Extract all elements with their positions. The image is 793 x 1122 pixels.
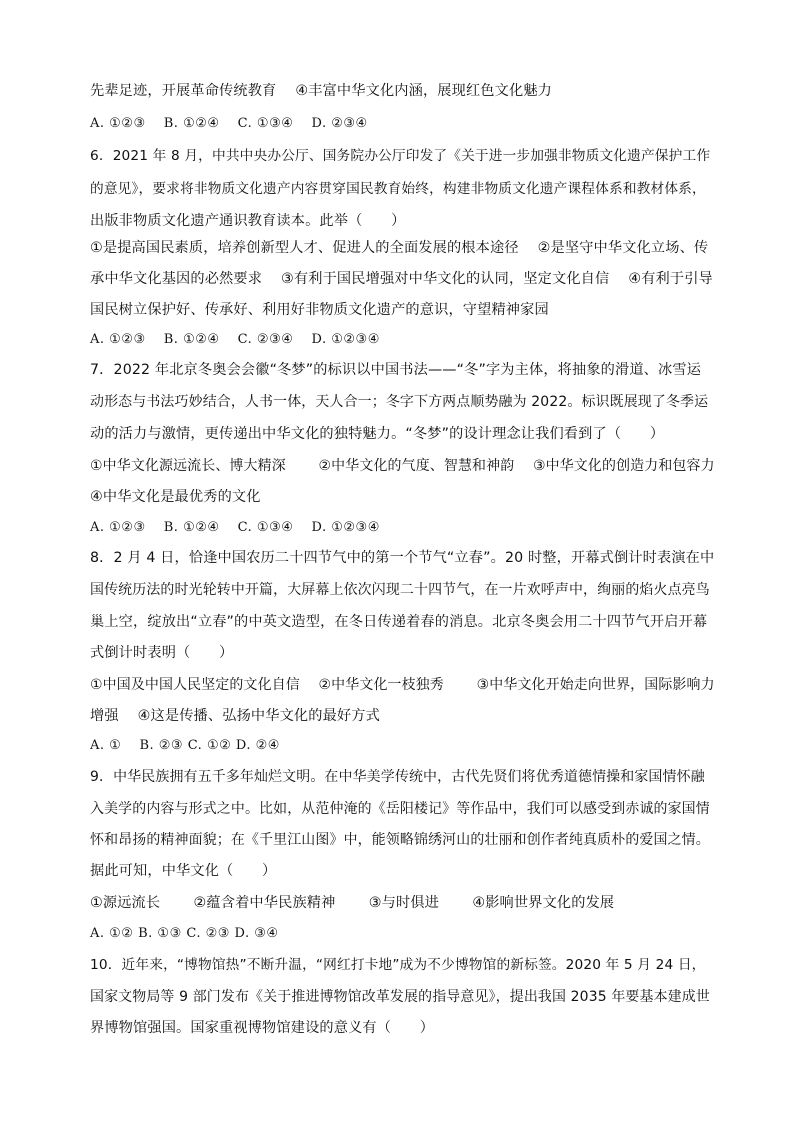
answer-options: A. ①② B. ①③ C. ②③ D. ③④ [90,926,279,941]
text-line: ①中国及中国人民坚定的文化自信 ②中华文化一枝独秀 ③中华文化开始走向世界，国际影响力 [90,677,715,693]
text-line: 增强 ④这是传播、弘扬中华文化的最好方式 [90,708,380,724]
question-6-text: 6．2021 年 8 月，中共中央办公厅、国务院办公厅印发了《关于进一步加强非物质文化遗产保护工作 [90,148,711,164]
text-line: 国传统历法的时光轮转中开篇，大屏幕上依次闪现二十四节气，在一片欢呼声中，绚丽的焰火点亮鸟 [90,582,710,598]
text-line: 界博物馆强国。国家重视博物馆建设的意义有（ ） [90,1020,435,1036]
text-line: 据此可知，中华文化（ ） [90,863,277,879]
text-line: 出版非物质文化遗产通识教育读本。此举（ ） [90,213,406,229]
text-line: 怀和昂扬的精神面貌；在《千里江山图》中，能领略锦绣河山的壮丽和创作者纯真质朴的爱国之情。 [90,832,710,848]
question-8-text: 8．2 月 4 日，恰逢中国农历二十四节气中的第一个节气“立春”。20 时整，开幕式倒计时表演在中 [90,550,715,566]
answer-options: A. ①②③ B. ①②④ C. ①③④ D. ②③④ [90,116,368,131]
text-line: 国民树立保护好、传承好、利用好非物质文化遗产的意识，守望精神家园 [90,302,549,318]
answer-options: A. ①②③ B. ①②④ C. ②③④ D. ①②③④ [90,332,380,347]
question-9-text: 9．中华民族拥有五千多年灿烂文明。在中华美学传统中，古代先贤们将优秀道德情操和家国情怀融 [90,769,705,785]
text-line: ①中华文化源远流长、博大精深 ②中华文化的气度、智慧和神韵 ③中华文化的创造力和包容力 [90,458,715,474]
text-line: 动形态与书法巧妙结合，人书一体，天人合一；冬字下方两点顺势融为 2022。标识既展现了冬季运 [90,394,709,410]
text-line: ①是提高国民素质，培养创新型人才、促进人的全面发展的根本途径 ②是坚守中华文化立场、传 [90,240,709,256]
text-line: 先辈足迹，开展革命传统教育 ④丰富中华文化内涵，展现红色文化魅力 [90,83,552,99]
text-line: 承中华文化基因的必然要求 ③有利于国民增强对中华文化的认同，坚定文化自信 ④有利于引导 [90,271,713,287]
text-line: 的意见》，要求将非物质文化遗产内容贯穿国民教育始终，构建非物质文化遗产课程体系和教材体系， [90,181,706,197]
text-line: 动的活力与激情，更传递出中华文化的独特魅力。“冬梦”的设计理念让我们看到了（ ） [90,426,665,442]
question-10-text: 10．近年来，“博物馆热”不断升温，“网红打卡地”成为不少博物馆的新标签。2020 年 5 月 24 日， [90,957,706,973]
answer-options: A. ① B. ②③ C. ①② D. ②④ [90,738,280,753]
text-line: ④中华文化是最优秀的文化 [90,489,261,505]
text-line: 入美学的内容与形式之中。比如，从范仲淹的《岳阳楼记》等作品中，我们可以感受到赤诚的家国情 [90,801,710,817]
question-7-text: 7．2022 年北京冬奥会会徽“冬梦”的标识以中国书法——“冬”字为主体，将抽象的滑道、冰雪运 [90,362,702,378]
text-line: 式倒计时表明（ ） [90,645,234,661]
answer-options: A. ①②③ B. ①②④ C. ①③④ D. ①②③④ [90,520,380,535]
text-line: ①源远流长 ②蕴含着中华民族精神 ③与时俱进 ④影响世界文化的发展 [90,895,615,911]
text-line: 国家文物局等 9 部门发布《关于推进博物馆改革发展的指导意见》，提出我国 2035 年要基本建成世 [90,989,710,1005]
text-line: 巢上空，绽放出“立春”的中英文造型，在冬日传递着春的消息。北京冬奥会用二十四节气开启开幕 [90,614,708,630]
